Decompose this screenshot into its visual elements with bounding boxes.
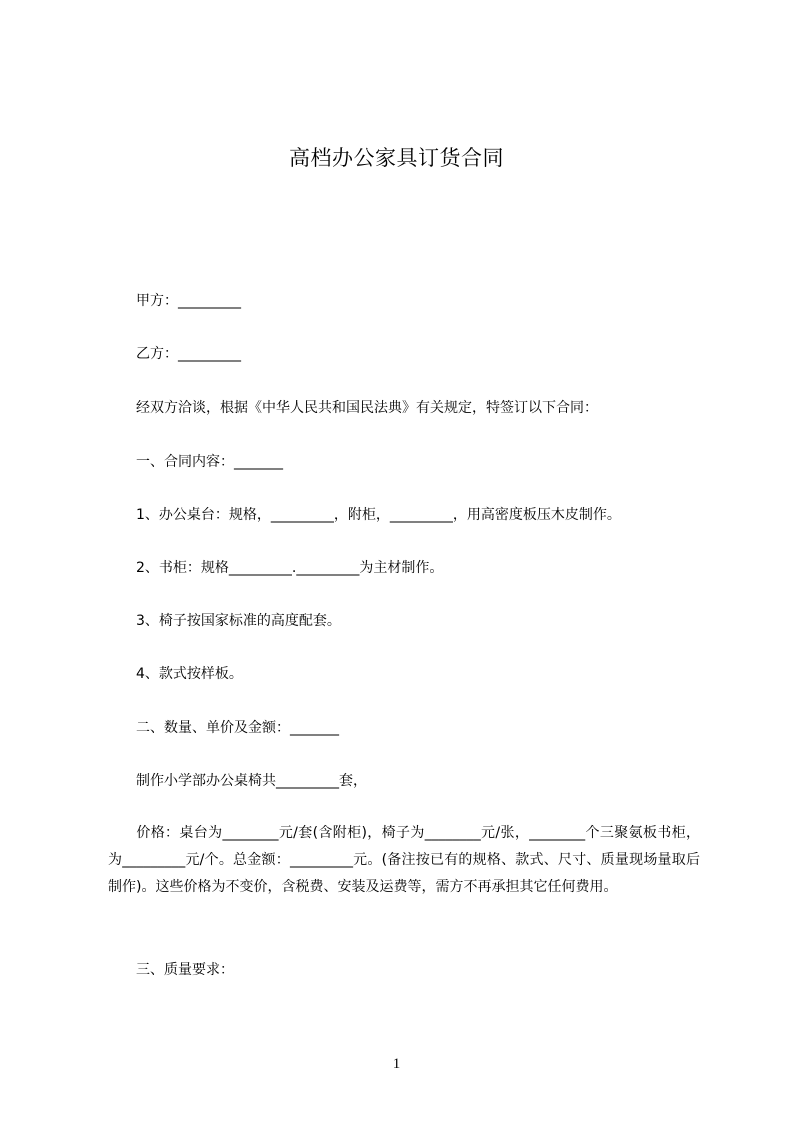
- page-number: 1: [392, 1056, 401, 1072]
- quantity-line: 制作小学部办公桌椅共_________套，: [136, 773, 367, 789]
- section-3-heading: 三、质量要求：: [136, 962, 234, 978]
- price-paragraph-text: 价格：桌台为________元/套(含附柜)，椅子为________元/张，________个三聚氨板书柜，为_________元/个。总金额：_________元。(备注按已有的规格、款式、尺寸、质量现场量取后制作)。这些价格为不变价，含税费、安装及运费等，需方不再承担其它任何费用。: [108, 825, 700, 895]
- item-2-line: 2、书柜：规格_________._________为主材制作。: [136, 560, 444, 576]
- party-b-line: 乙方：_________: [136, 346, 241, 362]
- price-paragraph: [108, 820, 700, 901]
- document-title: 高档办公家具订货合同: [289, 146, 504, 170]
- item-1-line: 1、办公桌台：规格，_________，附柜，_________，用高密度板压木皮制作。: [136, 507, 621, 523]
- preamble-line: 经双方洽谈，根据《中华人民共和国民法典》有关规定，特签订以下合同：: [136, 400, 598, 416]
- section-2-heading: 二、数量、单价及金额：_______: [136, 720, 339, 736]
- item-3-line: 3、椅子按国家标准的高度配套。: [136, 613, 341, 629]
- party-a-line: 甲方：_________: [136, 293, 241, 309]
- item-4-line: 4、款式按样板。: [136, 666, 243, 682]
- section-1-heading: 一、合同内容：_______: [136, 454, 283, 470]
